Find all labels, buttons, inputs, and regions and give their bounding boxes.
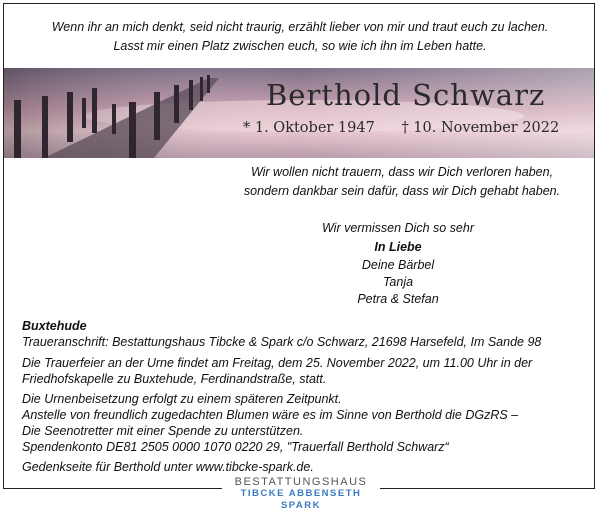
- info-line-3: Die Seenotretter mit einer Spende zu unterstützen.: [22, 424, 304, 438]
- birth-date: * 1. Oktober 1947: [243, 120, 375, 136]
- logo-line-1: BESTATTUNGSHAUS: [234, 476, 368, 488]
- mourning-address: Traueranschrift: Bestattungshaus Tibcke & Spark c/o Schwarz, 21698 Harsefeld, Im Sande 98: [22, 335, 542, 349]
- verse-line-2: sondern dankbar sein dafür, dass wir Dich gehabt haben.: [243, 184, 561, 198]
- logo-line-2: TIBCKE ABBENSETH SPARK: [240, 488, 362, 511]
- place-heading: Buxtehude: [22, 319, 87, 333]
- ceremony-line-1: Die Trauerfeier an der Urne findet am Freitag, dem 25. November 2022, um 11.00 Uhr in der: [22, 356, 533, 370]
- death-date: † 10. November 2022: [401, 120, 560, 136]
- info-line-1: Die Urnenbeisetzung erfolgt zu einem späteren Zeitpunkt.: [22, 392, 342, 406]
- mourner-name: Petra & Stefan: [357, 292, 439, 306]
- donation-account: Spendenkonto DE81 2505 0000 1070 0220 29, "Trauerfall Berthold Schwarz“: [22, 440, 449, 454]
- mourners-line-1: Wir vermissen Dich so sehr: [321, 221, 474, 235]
- info-line-2: Anstelle von freundlich zugedachten Blumen wäre es im Sinne von Berthold die DGzRS –: [22, 408, 519, 422]
- verse-line-1: Wir wollen nicht trauern, dass wir Dich verloren haben,: [250, 165, 554, 179]
- mourners-line-2: In Liebe: [374, 240, 422, 254]
- deceased-name: Berthold Schwarz: [266, 78, 546, 112]
- memorial-website-link[interactable]: Gedenkseite für Berthold unter www.tibcke-spark.de.: [22, 460, 314, 474]
- top-quote-line-2: Lasst mir einen Platz zwischen euch, so wie ich ihn im Leben hatte.: [113, 39, 487, 53]
- funeral-home-logo: [222, 474, 380, 511]
- mourner-name: Deine Bärbel: [361, 258, 435, 272]
- life-dates: [243, 120, 559, 136]
- top-quote-line-1: Wenn ihr an mich denkt, seid nicht traurig, erzählt lieber von mir und traut euch zu lachen.: [51, 20, 549, 34]
- mourner-name: Tanja: [382, 275, 414, 289]
- ceremony-line-2: Friedhofskapelle zu Buxtehude, Ferdinandstraße, statt.: [22, 372, 327, 386]
